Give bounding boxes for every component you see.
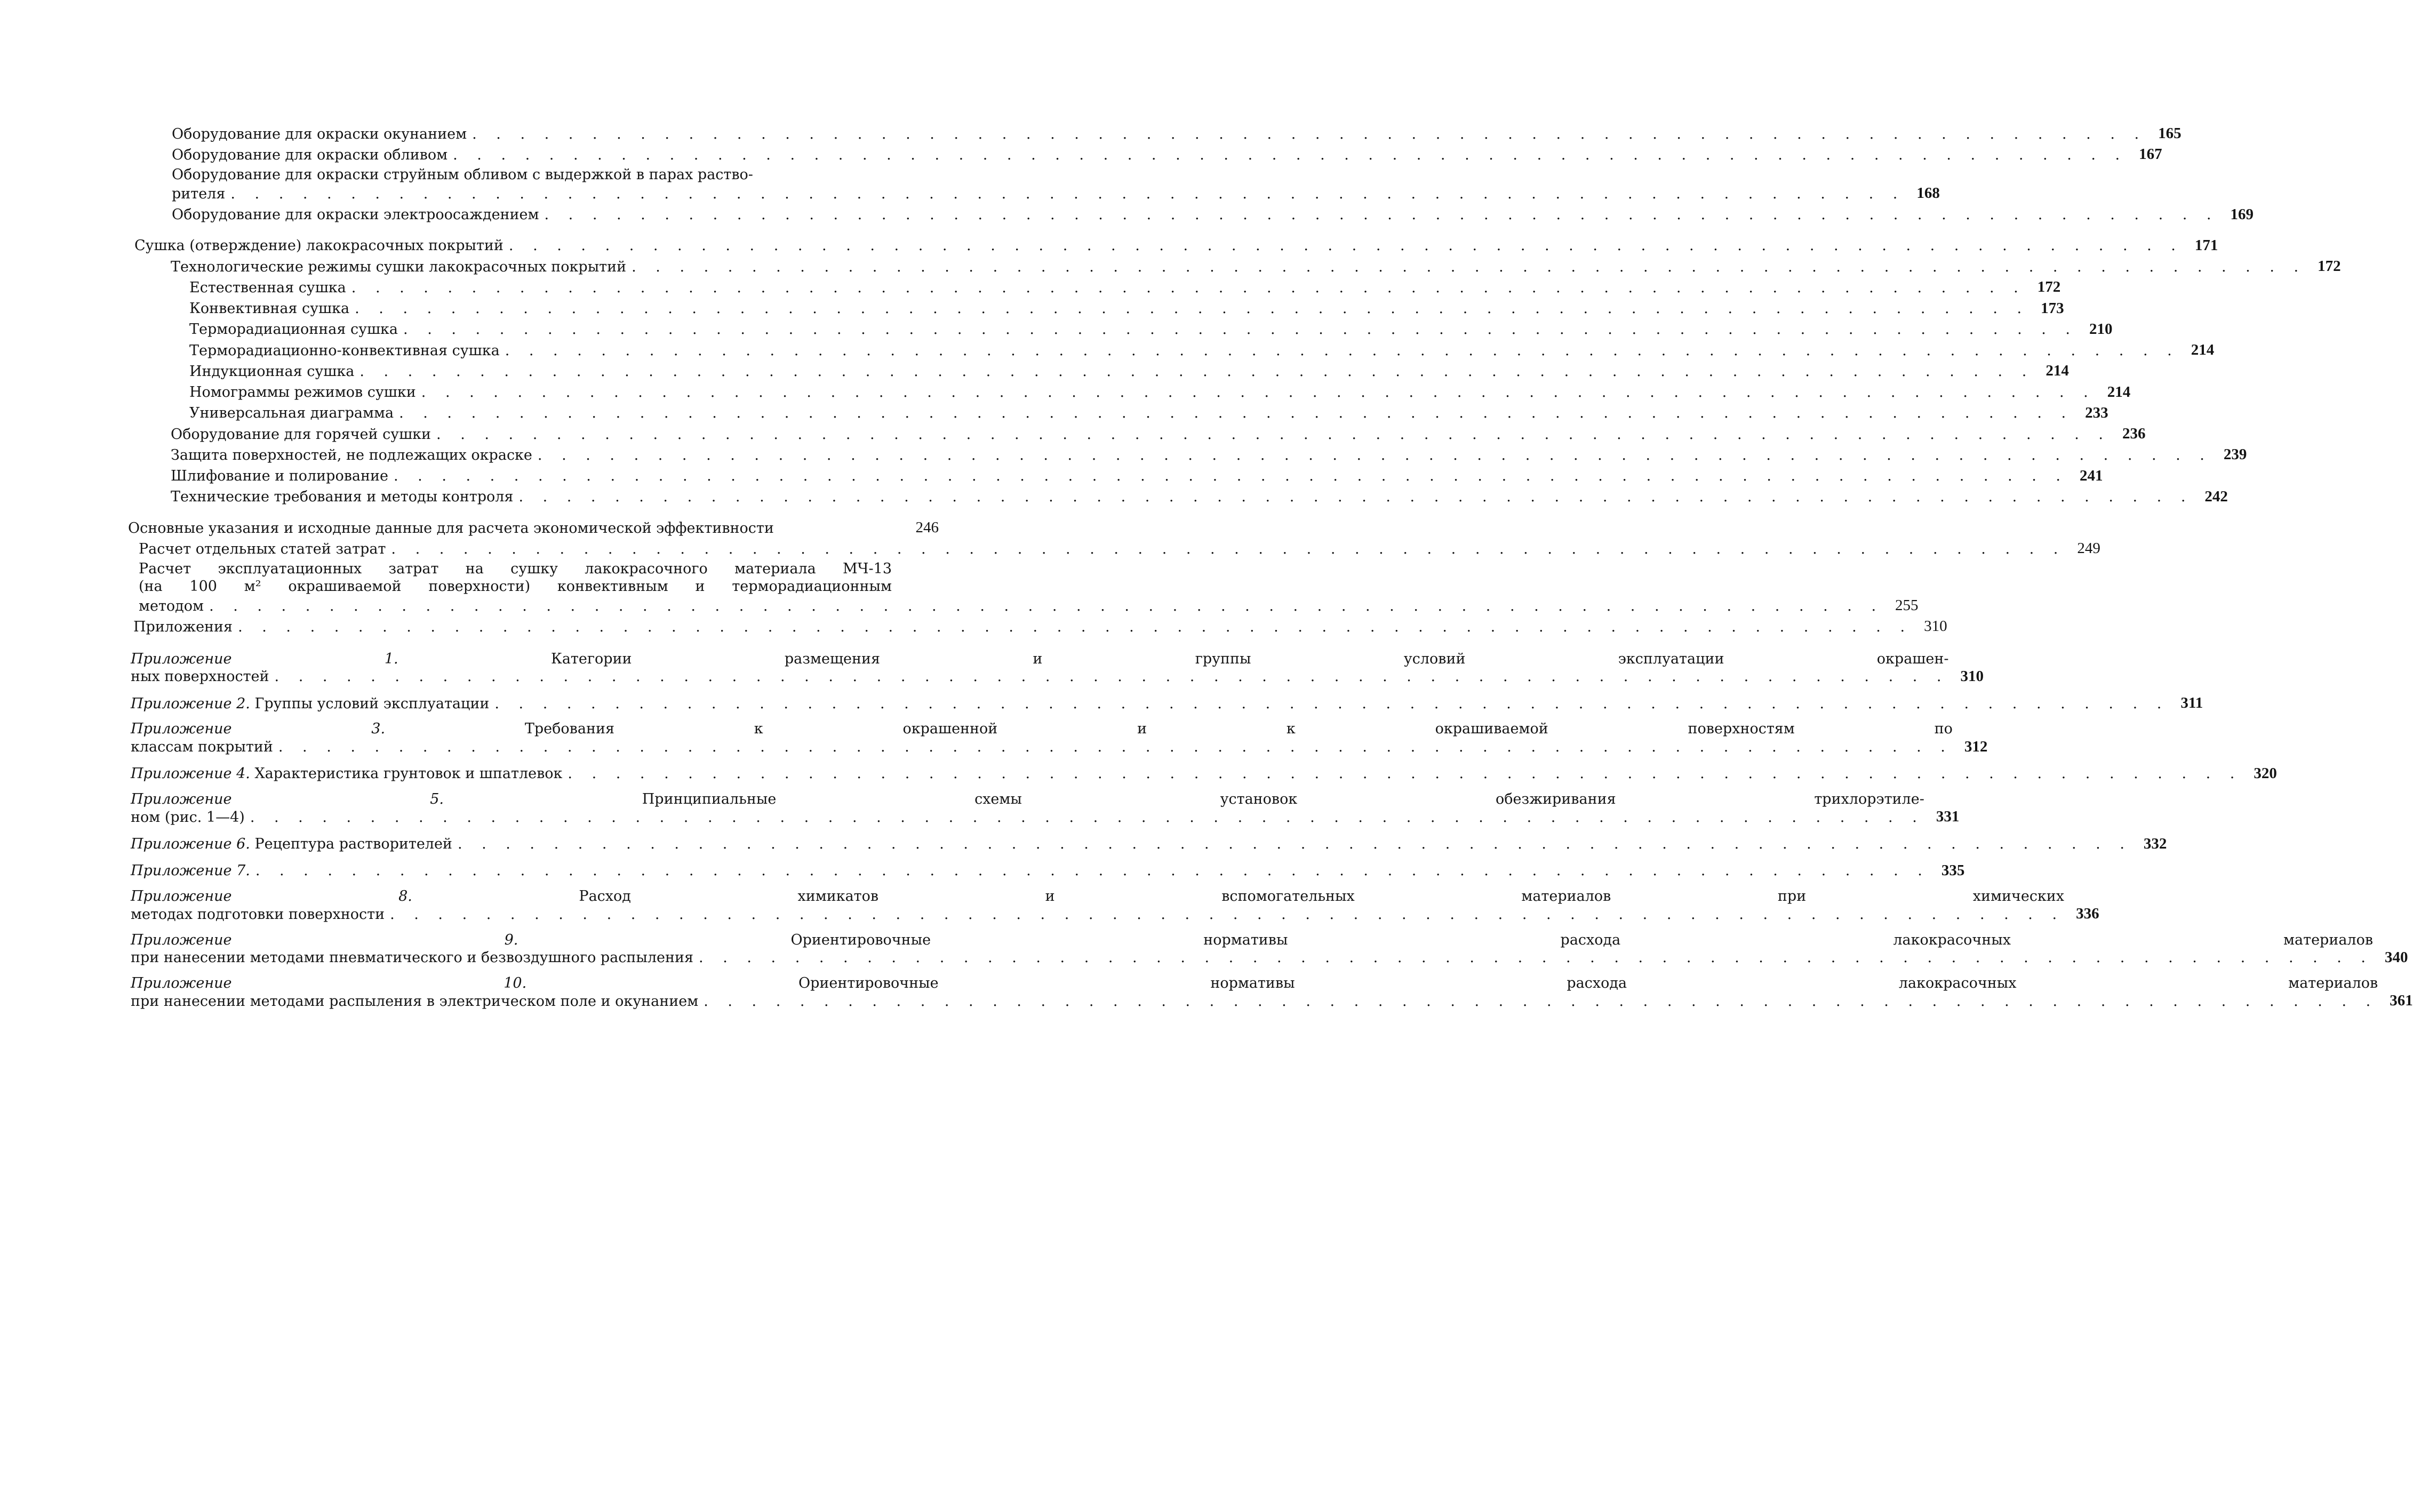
toc-page-number: 172 xyxy=(2037,278,2061,296)
toc-entry xyxy=(172,145,2162,164)
toc-section-title: Сушка (отверждение) лакокрасочных покрытий xyxy=(134,237,504,254)
toc-entry-line: (на 100 м² окрашиваемой поверхности) конвективным и терморадиационным xyxy=(139,578,892,595)
appendix-line: при нанесении методами пневматического и безвоздушного распыления xyxy=(131,949,694,966)
toc-entry-title: Оборудование для горячей сушки xyxy=(171,426,432,443)
dot-leader xyxy=(693,949,2373,967)
toc-page-number: 242 xyxy=(2204,487,2228,505)
toc-section xyxy=(133,617,1947,636)
appendix-entry xyxy=(131,974,2413,1011)
dot-leader xyxy=(245,809,1924,827)
toc-entry xyxy=(171,487,2228,506)
toc-page-number: 310 xyxy=(1924,618,1947,635)
toc-page-number: 171 xyxy=(2194,236,2218,254)
appendix-label: Приложение 7. xyxy=(131,862,250,879)
dot-leader xyxy=(698,993,2378,1011)
toc-page-number: 320 xyxy=(2254,764,2277,782)
appendix-label: Приложение 6. xyxy=(131,836,250,852)
toc-entry xyxy=(171,424,2146,443)
appendix-label: Приложение 10. xyxy=(131,975,527,991)
appendix-line: Ориентировочные нормативы расхода лакокрасочных материалов xyxy=(790,931,2374,948)
dot-leader xyxy=(532,446,2212,465)
appendix-line: ном (рис. 1—4) xyxy=(131,809,245,826)
appendix-line: Категории размещения и группы условий эксплуатации окрашен- xyxy=(550,650,1949,667)
appendix-label: Приложение 8. xyxy=(131,888,412,905)
toc-section xyxy=(134,236,2218,255)
toc-page-number: 336 xyxy=(2076,905,2099,923)
toc-section-title: Приложения xyxy=(133,618,233,635)
appendix-entry xyxy=(131,887,2099,924)
dot-leader xyxy=(346,279,2026,297)
toc-entry-title: Конвективная сушка xyxy=(189,300,350,317)
toc-entry xyxy=(189,382,2131,402)
toc-page-number: 332 xyxy=(2143,835,2167,852)
toc-page-number: 335 xyxy=(1941,861,1965,879)
dot-leader xyxy=(398,321,2078,339)
appendix-label: Приложение 1. xyxy=(131,650,398,667)
appendix-entry xyxy=(131,693,2203,713)
dot-leader xyxy=(448,146,2127,164)
appendix-line: Рецептура растворителей xyxy=(254,836,452,852)
table-of-contents xyxy=(128,124,2413,1011)
toc-page-number: 241 xyxy=(2079,467,2103,484)
appendix-line: Расход химикатов и вспомогательных материалов при химических xyxy=(579,888,2065,905)
toc-page-number: 172 xyxy=(2318,258,2341,275)
appendix-line: классам покрытий xyxy=(131,739,273,755)
toc-entry-title: Оборудование для окраски окунанием xyxy=(172,125,467,142)
toc-entry-line: Расчет эксплуатационных затрат на сушку лакокрасочного материала МЧ-13 xyxy=(139,560,892,577)
dot-leader xyxy=(225,185,1905,203)
appendix-line: ных поверхностей xyxy=(131,668,269,685)
toc-entry xyxy=(189,299,2064,318)
toc-section xyxy=(128,518,939,537)
appendix-entry xyxy=(131,720,1988,756)
appendix-label: Приложение 2. xyxy=(131,695,250,712)
toc-page-number: 311 xyxy=(2180,694,2203,711)
toc-entry-title: Расчет отдельных статей затрат xyxy=(139,540,386,557)
toc-entry xyxy=(171,466,2103,485)
dot-leader xyxy=(250,862,1930,880)
toc-page-number: 331 xyxy=(1936,808,1960,826)
toc-entry xyxy=(139,560,1919,615)
dot-leader xyxy=(388,467,2068,485)
toc-entry xyxy=(189,340,2215,359)
toc-page-number: 249 xyxy=(2077,540,2100,557)
toc-entry xyxy=(172,166,1940,203)
appendix-entry xyxy=(131,764,2277,783)
dot-leader xyxy=(489,695,2169,713)
dot-leader xyxy=(354,363,2034,381)
toc-page-number: 214 xyxy=(2191,341,2215,358)
appendix-entry xyxy=(131,834,2167,853)
dot-leader xyxy=(385,906,2064,924)
appendix-entry xyxy=(131,790,1960,827)
toc-entry-title: Естественная сушка xyxy=(189,279,346,296)
toc-page-number: 312 xyxy=(1964,738,1988,755)
toc-entry-title: Терморадиационно-конвективная сушка xyxy=(189,342,500,359)
appendix-line: Характеристика грунтовок и шпатлевок xyxy=(254,765,563,782)
toc-page-number: 239 xyxy=(2223,446,2247,463)
dot-leader xyxy=(269,668,1949,686)
dot-leader xyxy=(394,404,2073,422)
dot-leader xyxy=(233,618,1912,636)
dot-leader xyxy=(416,383,2096,402)
toc-entry xyxy=(189,361,2069,380)
toc-entry-title: Технические требования и методы контроля xyxy=(171,489,514,506)
appendix-label: Приложение 5. xyxy=(131,791,444,807)
toc-page-number: 236 xyxy=(2122,425,2146,442)
dot-leader xyxy=(504,237,2183,255)
toc-entry xyxy=(189,277,2061,297)
appendix-entry xyxy=(131,931,2408,967)
appendix-label: Приложение 9. xyxy=(131,931,518,948)
toc-entry-title: Шлифование и полирование xyxy=(171,468,388,484)
toc-entry xyxy=(172,205,2254,224)
dot-leader xyxy=(386,540,2065,558)
appendix-label: Приложение 4. xyxy=(131,765,250,782)
appendix-line: методах подготовки поверхности xyxy=(131,906,385,923)
appendix-line: Принципиальные схемы установок обезжиривания трихлорэтиле- xyxy=(642,791,1924,807)
toc-entry xyxy=(189,403,2108,422)
toc-page-number: 310 xyxy=(1960,667,1984,685)
toc-entry-line: Оборудование для окраски струйным обливом с выдержкой в парах раство- xyxy=(172,166,753,183)
dot-leader xyxy=(539,206,2219,224)
appendix-line: Требования к окрашенной и к окрашиваемой поверхностям по xyxy=(524,721,1953,738)
toc-page-number: 233 xyxy=(2085,404,2108,421)
toc-page-number: 173 xyxy=(2041,299,2064,317)
toc-page-number: 167 xyxy=(2139,146,2162,163)
toc-entry-title: Защита поверхностей, не подлежащих окраске xyxy=(171,446,532,463)
dot-leader xyxy=(467,125,2146,143)
toc-entry-title: Оборудование для окраски электроосаждением xyxy=(172,206,539,223)
toc-entry-line: методом xyxy=(139,597,204,614)
toc-entry-title: Оборудование для окраски обливом xyxy=(172,146,448,163)
dot-leader xyxy=(431,426,2111,444)
toc-entry xyxy=(172,124,2182,143)
dot-leader xyxy=(204,597,1883,615)
dot-leader xyxy=(452,835,2132,853)
toc-page-number: 214 xyxy=(2107,383,2131,401)
toc-page-number: 340 xyxy=(2385,948,2408,966)
toc-entry xyxy=(139,539,2100,558)
dot-leader xyxy=(500,342,2179,360)
appendix-entry xyxy=(131,861,1965,880)
toc-entry xyxy=(171,445,2247,464)
toc-page-number: 214 xyxy=(2046,362,2069,380)
dot-leader xyxy=(562,765,2242,783)
toc-entry-title: Технологические режимы сушки лакокрасочных покрытий xyxy=(171,258,627,275)
dot-leader xyxy=(626,258,2306,276)
toc-entry xyxy=(171,257,2341,276)
appendix-label: Приложение 3. xyxy=(131,721,386,738)
toc-entry-title: Терморадиационная сушка xyxy=(189,321,398,338)
toc-page-number: 361 xyxy=(2390,992,2413,1010)
toc-page-number: 255 xyxy=(1895,597,1919,614)
toc-entry-line: рителя xyxy=(172,185,226,202)
toc-entry-title: Универсальная диаграмма xyxy=(189,405,394,422)
dot-leader xyxy=(273,738,1953,756)
toc-entry xyxy=(189,319,2113,339)
appendix-line: при нанесении методами распыления в электрическом поле и окунанием xyxy=(131,993,699,1010)
toc-page-number: 169 xyxy=(2230,205,2254,223)
appendix-entry xyxy=(131,650,1984,686)
toc-page-number: 165 xyxy=(2158,125,2182,142)
toc-entry-title: Индукционная сушка xyxy=(189,363,355,380)
appendix-line: Группы условий эксплуатации xyxy=(254,695,490,712)
toc-entry-title: Номограммы режимов сушки xyxy=(189,384,416,401)
toc-page-number: 168 xyxy=(1916,185,1940,202)
appendix-line: Ориентировочные нормативы расхода лакокрасочных материалов xyxy=(798,975,2378,991)
toc-section-title: Основные указания и исходные данные для расчета экономической эффективности xyxy=(128,519,774,537)
dot-leader xyxy=(349,300,2029,318)
toc-page-number: 210 xyxy=(2089,320,2113,338)
dot-leader xyxy=(513,488,2193,506)
toc-page-number: 246 xyxy=(915,519,939,536)
